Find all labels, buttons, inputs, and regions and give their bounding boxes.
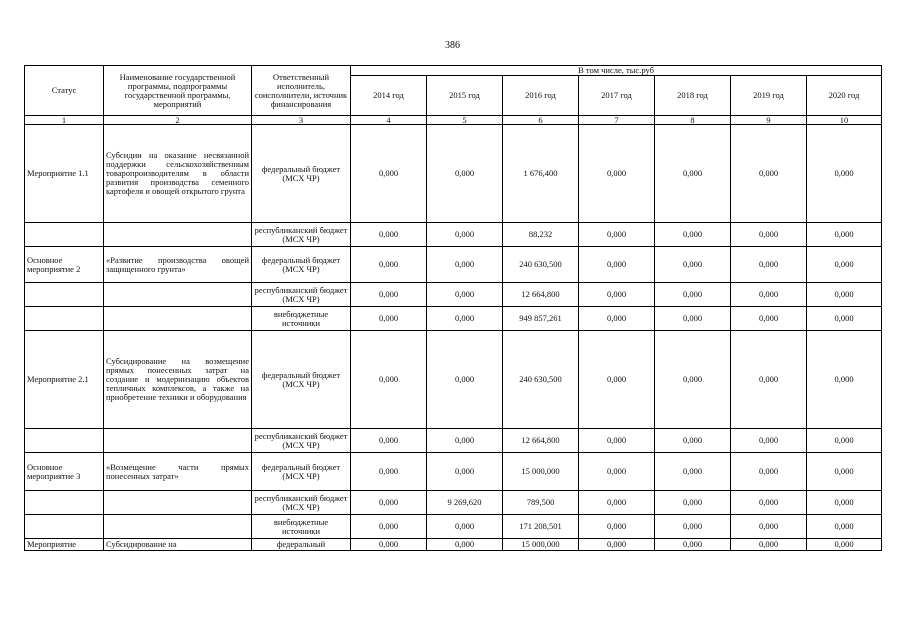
table-row [25,247,882,283]
row-value: 0,000 [579,223,655,247]
row-name [104,491,252,515]
header-year: 2018 год [655,76,731,116]
row-status [25,307,104,331]
table-row [25,307,882,331]
header-year: 2016 год [503,76,579,116]
row-value: 0,000 [427,515,503,539]
header-responsible: Ответственный исполнитель, соисполнители, источник финансирования [252,66,351,116]
row-value: 0,000 [351,491,427,515]
row-source: федеральный бюджет (МСХ ЧР) [252,125,351,223]
row-value: 0,000 [579,307,655,331]
row-value: 0,000 [655,539,731,551]
row-source: федеральный [252,539,351,551]
row-value: 0,000 [807,453,882,491]
row-value: 0,000 [807,515,882,539]
column-number: 3 [252,116,351,125]
row-value: 0,000 [731,125,807,223]
column-number: 6 [503,116,579,125]
row-value: 0,000 [731,539,807,551]
row-value: 0,000 [427,247,503,283]
row-value: 1 676,400 [503,125,579,223]
row-value: 0,000 [351,247,427,283]
row-value: 0,000 [427,453,503,491]
column-number: 4 [351,116,427,125]
row-value: 0,000 [655,331,731,429]
table-row [25,539,882,551]
header-group: В том числе, тыс.руб [351,66,882,76]
table-row [25,125,882,223]
row-value: 0,000 [655,223,731,247]
row-status [25,283,104,307]
row-status: Мероприятие 1.1 [25,125,104,223]
row-value: 0,000 [731,515,807,539]
row-source: республиканский бюджет (МСХ ЧР) [252,223,351,247]
row-value: 0,000 [655,247,731,283]
row-value: 0,000 [351,539,427,551]
row-value: 0,000 [731,223,807,247]
table-row [25,331,882,429]
table-row [25,491,882,515]
row-value: 15 000,000 [503,539,579,551]
row-value: 0,000 [655,307,731,331]
row-value: 0,000 [807,331,882,429]
row-value: 0,000 [579,491,655,515]
column-number: 10 [807,116,882,125]
row-value: 0,000 [579,429,655,453]
page-number: 386 [445,40,460,51]
row-value: 0,000 [655,283,731,307]
column-number: 7 [579,116,655,125]
row-name: Субсидии на оказание несвязанной поддержки сельскохозяйственным товаропроизводителям в области развития производства семенного картофеля и овощей открытого грунта [104,125,252,223]
budget-table [24,65,882,551]
column-number: 9 [731,116,807,125]
table-row [25,429,882,453]
row-name [104,307,252,331]
row-value: 0,000 [731,429,807,453]
row-value: 0,000 [579,247,655,283]
row-name [104,515,252,539]
row-value: 0,000 [655,429,731,453]
row-value: 0,000 [655,515,731,539]
row-value: 0,000 [427,539,503,551]
row-name: «Возмещение части прямых понесенных затрат» [104,453,252,491]
row-value: 12 664,800 [503,429,579,453]
column-number: 8 [655,116,731,125]
row-value: 0,000 [655,491,731,515]
row-value: 0,000 [579,125,655,223]
row-status: Основное мероприятие 2 [25,247,104,283]
row-value: 0,000 [655,453,731,491]
row-value: 0,000 [427,283,503,307]
row-name [104,429,252,453]
row-value: 0,000 [351,125,427,223]
table-row [25,223,882,247]
row-value: 0,000 [655,125,731,223]
row-value: 0,000 [807,307,882,331]
row-status [25,223,104,247]
row-value: 15 000,000 [503,453,579,491]
row-name: Субсидирование на возмещение прямых понесенных затрат на создание и модернизацию объектов тепличных комплексов, а также на приобретение техники и оборудования [104,331,252,429]
row-source: республиканский бюджет (МСХ ЧР) [252,429,351,453]
row-value: 0,000 [351,307,427,331]
row-value: 12 664,800 [503,283,579,307]
row-source: внебюджетные источники [252,515,351,539]
row-value: 0,000 [807,223,882,247]
header-year: 2019 год [731,76,807,116]
row-value: 0,000 [807,429,882,453]
row-value: 789,500 [503,491,579,515]
row-source: федеральный бюджет (МСХ ЧР) [252,247,351,283]
row-value: 0,000 [731,307,807,331]
column-number: 5 [427,116,503,125]
row-value: 0,000 [731,283,807,307]
row-value: 0,000 [351,223,427,247]
header-year: 2017 год [579,76,655,116]
row-value: 0,000 [351,283,427,307]
row-value: 9 269,620 [427,491,503,515]
row-source: республиканский бюджет (МСХ ЧР) [252,283,351,307]
row-value: 0,000 [807,283,882,307]
row-source: федеральный бюджет (МСХ ЧР) [252,453,351,491]
row-value: 88,232 [503,223,579,247]
row-status [25,515,104,539]
row-source: федеральный бюджет (МСХ ЧР) [252,331,351,429]
header-year: 2014 год [351,76,427,116]
row-value: 0,000 [731,491,807,515]
row-value: 0,000 [427,125,503,223]
row-source: республиканский бюджет (МСХ ЧР) [252,491,351,515]
row-value: 0,000 [731,453,807,491]
row-value: 0,000 [427,307,503,331]
row-status [25,429,104,453]
header-year: 2015 год [427,76,503,116]
row-value: 0,000 [427,223,503,247]
row-value: 0,000 [351,429,427,453]
row-value: 0,000 [579,453,655,491]
table-row [25,453,882,491]
row-value: 0,000 [731,331,807,429]
row-source: внебюджетные источники [252,307,351,331]
row-value: 0,000 [807,539,882,551]
column-number: 1 [25,116,104,125]
header-year: 2020 год [807,76,882,116]
row-value: 240 630,500 [503,331,579,429]
row-status: Основное мероприятие 3 [25,453,104,491]
row-status: Мероприятие [25,539,104,551]
table-row [25,515,882,539]
row-value: 0,000 [807,125,882,223]
row-value: 240 630,500 [503,247,579,283]
row-status [25,491,104,515]
row-value: 0,000 [427,331,503,429]
row-value: 0,000 [579,539,655,551]
column-number: 2 [104,116,252,125]
row-value: 0,000 [579,515,655,539]
row-name: Субсидирование на [104,539,252,551]
row-status: Мероприятие 2.1 [25,331,104,429]
row-value: 949 857,261 [503,307,579,331]
row-value: 0,000 [731,247,807,283]
row-value: 0,000 [579,331,655,429]
table-row [25,283,882,307]
row-value: 0,000 [579,283,655,307]
row-value: 0,000 [351,453,427,491]
row-value: 0,000 [351,331,427,429]
row-value: 0,000 [427,429,503,453]
row-value: 0,000 [807,247,882,283]
row-name: «Развитие производства овощей защищенного грунта» [104,247,252,283]
row-value: 0,000 [351,515,427,539]
row-name [104,283,252,307]
header-status: Статус [25,66,104,116]
row-value: 171 208,501 [503,515,579,539]
row-value: 0,000 [807,491,882,515]
header-name: Наименование государственной программы, подпрограммы государственной программы, мероприятий [104,66,252,116]
row-name [104,223,252,247]
